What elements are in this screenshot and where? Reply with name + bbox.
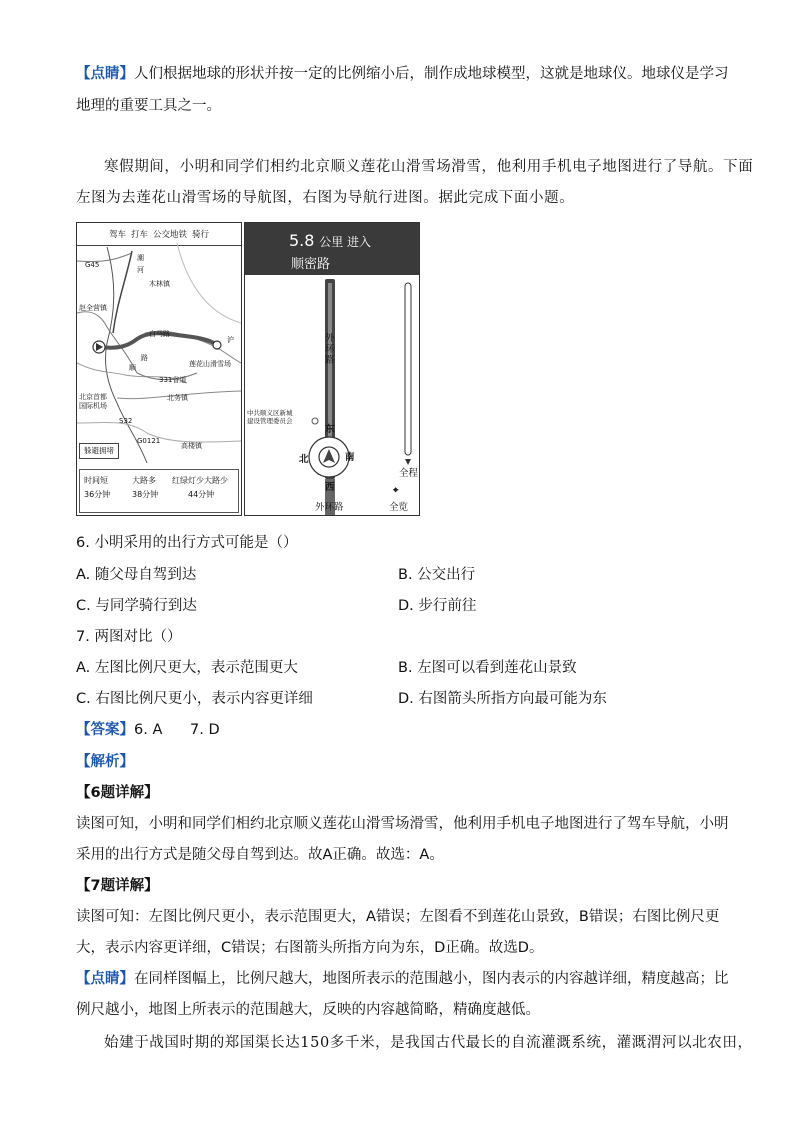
q7-stem: 7. 两图对比（）: [76, 629, 182, 645]
label-g45: G45: [85, 261, 100, 269]
q6-option-a: A. 随父母自驾到达: [76, 567, 197, 583]
q7-option-c: C. 右图比例尺更小，表示内容更详细: [76, 691, 313, 707]
tab-bike[interactable]: 骑行: [192, 230, 210, 240]
route-option-time: 36分钟: [84, 490, 111, 499]
q6-option-c: C. 与同学骑行到达: [76, 598, 197, 614]
top-note-line2: 地理的重要工具之一。: [76, 98, 221, 114]
q7-option-b: B. 左图可以看到莲花山景致: [398, 660, 577, 676]
point2-line2: 例尺越小，地图上所表示的范围越大，反映的内容越简略，精确度越低。: [76, 1002, 540, 1018]
label-lianhuashan: 莲花山滑雪场: [189, 360, 231, 368]
full-route-label: 全程: [399, 468, 419, 479]
label-beiwu: 北务镇: [167, 394, 188, 402]
label-hu: 沪: [227, 336, 234, 344]
compass-east: 东: [325, 424, 335, 435]
q6-option-d: D. 步行前往: [398, 598, 477, 614]
route-option-1[interactable]: [84, 474, 110, 502]
top-note-tag: 【点睛】: [76, 66, 134, 82]
route-option-time: 44分钟: [188, 490, 215, 499]
compass-north: 北: [299, 454, 309, 465]
top-note-text: 人们根据地球的形状并按一定的比例缩小后，制作成地球模型，这就是地球仪。地球仪是学习: [134, 66, 729, 82]
detail6-line1: 读图可知，小明和同学们相约北京顺义莲花山滑雪场滑雪，他利用手机电子地图进行了驾车导航，小明: [76, 816, 729, 832]
route-options-panel: [79, 469, 239, 513]
outer-ring-road-vertical: 外 环 路: [325, 333, 335, 366]
q7-option-d: D. 右图箭头所指方向最可能为东: [398, 691, 607, 707]
tab-transit[interactable]: 公交地铁: [153, 230, 188, 240]
tab-drive[interactable]: 驾车: [108, 230, 126, 240]
answer-tag: 【答案】: [76, 722, 134, 738]
distance-value: 5.8 公里 进入: [289, 231, 372, 250]
committee-label: 中共顺义区新城 建设管理委员会: [247, 409, 293, 425]
top-note-line1: [76, 62, 729, 83]
point2-tag: 【点睛】: [76, 971, 134, 987]
point2-text: 在同样图幅上，比例尺越大，地图所表示的范围越小，图内表示的内容越详细，精度越高；比: [134, 971, 729, 987]
right-map-graphics: [245, 223, 419, 515]
outer-ring-road-bottom: 外环路: [315, 502, 344, 513]
passage-line2: 左图为去莲花山滑雪场的导航图，右图为导航行进图。据此完成下面小题。: [76, 190, 575, 206]
label-s32: S32: [119, 417, 133, 425]
detail7-line1: 读图可知：左图比例尺更小，表示范围更大，A错误；左图看不到莲花山景致，B错误；右图比例尺更: [76, 909, 720, 925]
label-he: 河: [137, 266, 144, 274]
avoid-congestion-button[interactable]: 躲避拥堵: [79, 443, 119, 459]
detail7-line2: 大，表示内容更详细，C错误；右图箭头所指方向为东，D正确。故选D。: [76, 940, 544, 956]
compass-west: 西: [325, 482, 335, 493]
right-navigation-map: [244, 222, 420, 516]
detail6-tag: 【6题详解】: [76, 785, 159, 801]
answer-line: [76, 718, 220, 739]
label-airport: 北京首都 国际机场: [79, 393, 107, 410]
route-option-time: 38分钟: [132, 490, 159, 499]
label-s331: 331省道: [159, 376, 187, 384]
label-zhaoquanying: 赵全营镇: [79, 304, 107, 312]
bottom-passage: 始建于战国时期的郑国渠长达150多千米，是我国古代最长的自流灌溉系统，灌溉渭河以北农田，: [104, 1035, 753, 1051]
label-g0121: G0121: [137, 437, 161, 445]
answer-text: 6. A 7. D: [134, 722, 220, 738]
tab-taxi[interactable]: 打车: [130, 230, 148, 240]
passage-line1: 寒假期间，小明和同学们相约北京顺义莲花山滑雪场滑雪，他利用手机电子地图进行了导航。下面: [104, 159, 754, 175]
route-option-title: 时间短: [84, 476, 108, 485]
label-chao: 潮: [137, 254, 144, 262]
left-navigation-map: [76, 222, 242, 516]
label-mulin: 木林镇: [149, 280, 170, 288]
detail7-tag: 【7题详解】: [76, 878, 159, 894]
point2-line1: [76, 967, 729, 988]
detail6-line2: 采用的出行方式是随父母自驾到达。故A正确。故选：A。: [76, 847, 444, 863]
analysis-tag: 【解析】: [76, 754, 134, 770]
overview-button[interactable]: 全览: [389, 502, 409, 513]
route-option-title: 红绿灯少大路少: [172, 476, 228, 485]
label-lu: 路: [141, 354, 148, 362]
label-gaoli: 高楼镇: [181, 442, 202, 450]
overview-icon[interactable]: ⌖: [393, 485, 399, 496]
next-road-name: 顺密路: [291, 257, 331, 272]
route-option-title: 大路多: [132, 476, 156, 485]
label-baima: 白马路: [149, 330, 170, 338]
route-option-2[interactable]: [132, 474, 158, 502]
route-option-3[interactable]: [172, 474, 228, 502]
label-shun: 顺: [129, 364, 136, 372]
q6-option-b: B. 公交出行: [398, 567, 476, 583]
q7-option-a: A. 左图比例尺更大，表示范围更大: [76, 660, 298, 676]
q6-stem: 6. 小明采用的出行方式可能是（）: [76, 535, 298, 551]
compass-south: 南: [345, 452, 355, 463]
